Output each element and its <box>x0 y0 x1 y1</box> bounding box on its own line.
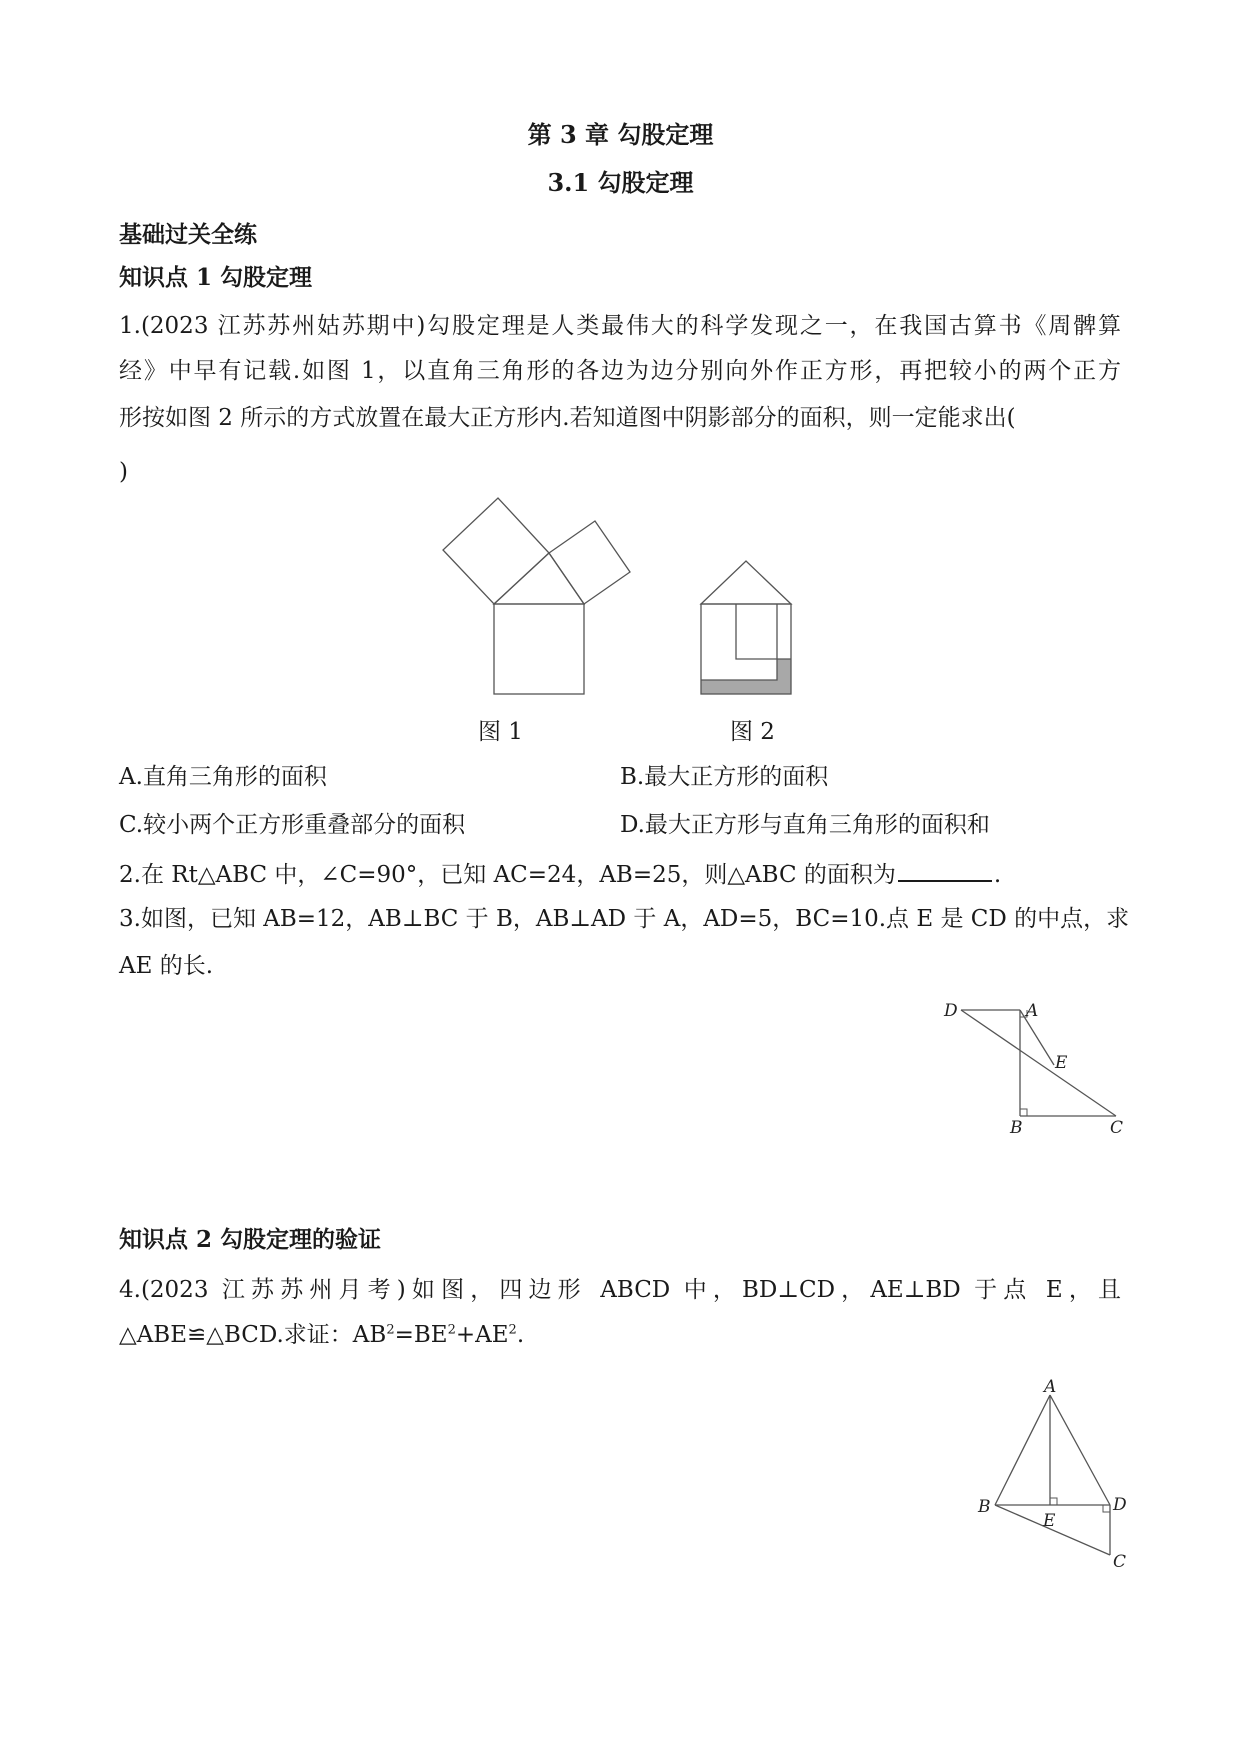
figure-1-large-square <box>494 604 584 694</box>
figure-2-roof-triangle <box>701 561 791 604</box>
question-1-line-1: 1.(2023 江苏苏州姑苏期中)勾股定理是人类最伟大的科学发现之一，在我国古算书《周髀算 <box>119 313 1121 339</box>
question-2 <box>119 858 1001 890</box>
q4-text-d: . <box>516 1322 525 1348</box>
figure-3-quadrilateral <box>940 990 1125 1138</box>
figure-2-overlapped-squares <box>690 555 805 700</box>
figure-4-label-c: C <box>1113 1552 1127 1572</box>
section-title: 3.1 勾股定理 <box>547 168 694 197</box>
figure-4-label-d: D <box>1113 1495 1127 1515</box>
q4-text-c: +AE <box>455 1322 509 1348</box>
figure-4-quadrilateral <box>965 1370 1125 1570</box>
knowledge-point-1-heading: 知识点 1 勾股定理 <box>119 264 313 291</box>
section-basic-heading: 基础过关全练 <box>119 221 257 248</box>
figure-3-label-a: A <box>1026 1001 1039 1021</box>
question-2-period: . <box>993 862 1002 888</box>
exp-3: 2 <box>508 1322 517 1338</box>
question-4-line-2 <box>119 1320 524 1350</box>
question-3-line-2: AE 的长. <box>119 953 214 979</box>
option-a: A.直角三角形的面积 <box>119 764 327 790</box>
figure-1-caption: 图 1 <box>478 719 523 745</box>
figure-1-right-square <box>549 521 630 604</box>
figure-4-label-b: B <box>978 1497 991 1517</box>
question-2-text: 2.在 Rt△ABC 中，∠C=90°，已知 AC=24，AB=25，则△ABC 的面积为 <box>119 862 896 888</box>
q4-text-a: △ABE≌△BCD.求证：AB <box>119 1322 387 1348</box>
figure-2-caption: 图 2 <box>730 719 775 745</box>
figure-4-label-a: A <box>1044 1377 1057 1397</box>
figure-3-label-e: E <box>1055 1053 1068 1073</box>
option-d: D.最大正方形与直角三角形的面积和 <box>620 812 990 838</box>
figure-3-label-c: C <box>1110 1118 1124 1138</box>
figure-2-square-a-edge <box>701 604 777 680</box>
figure-1-left-square <box>443 498 549 604</box>
question-1-line-3: 形按如图 2 所示的方式放置在最大正方形内.若知道图中阴影部分的面积，则一定能求出( <box>119 405 1016 431</box>
question-1-line-4: ) <box>119 459 128 485</box>
question-1-line-2: 经》中早有记载.如图 1，以直角三角形的各边为边分别向外作正方形，再把较小的两个正方 <box>119 358 1121 384</box>
answer-blank[interactable] <box>898 858 992 882</box>
figure-2-square-b-edge <box>736 604 791 659</box>
figure-1-triangle <box>494 553 584 604</box>
figure-2-shaded-region <box>701 680 791 694</box>
figure-3-label-d: D <box>944 1001 958 1021</box>
exp-1: 2 <box>386 1322 395 1338</box>
figure-4-label-e: E <box>1043 1511 1056 1531</box>
exp-2: 2 <box>447 1322 456 1338</box>
q4-text-b: =BE <box>394 1322 448 1348</box>
figure-1-pythagorean-squares <box>440 515 640 697</box>
chapter-title: 第 3 章 勾股定理 <box>527 120 714 149</box>
question-4-line-1: 4.(2023 江苏苏州月考)如图，四边形 ABCD 中，BD⊥CD，AE⊥BD 于点 E，且 <box>119 1277 1121 1303</box>
knowledge-point-2-heading: 知识点 2 勾股定理的验证 <box>119 1226 382 1253</box>
option-b: B.最大正方形的面积 <box>620 764 829 790</box>
figure-3-label-b: B <box>1010 1118 1023 1138</box>
figure-2-shaded-strip <box>777 659 791 680</box>
option-c: C.较小两个正方形重叠部分的面积 <box>119 812 466 838</box>
question-3-line-1: 3.如图，已知 AB=12，AB⊥BC 于 B，AB⊥AD 于 A，AD=5，BC=10.点 E 是 CD 的中点，求 <box>119 906 1130 932</box>
